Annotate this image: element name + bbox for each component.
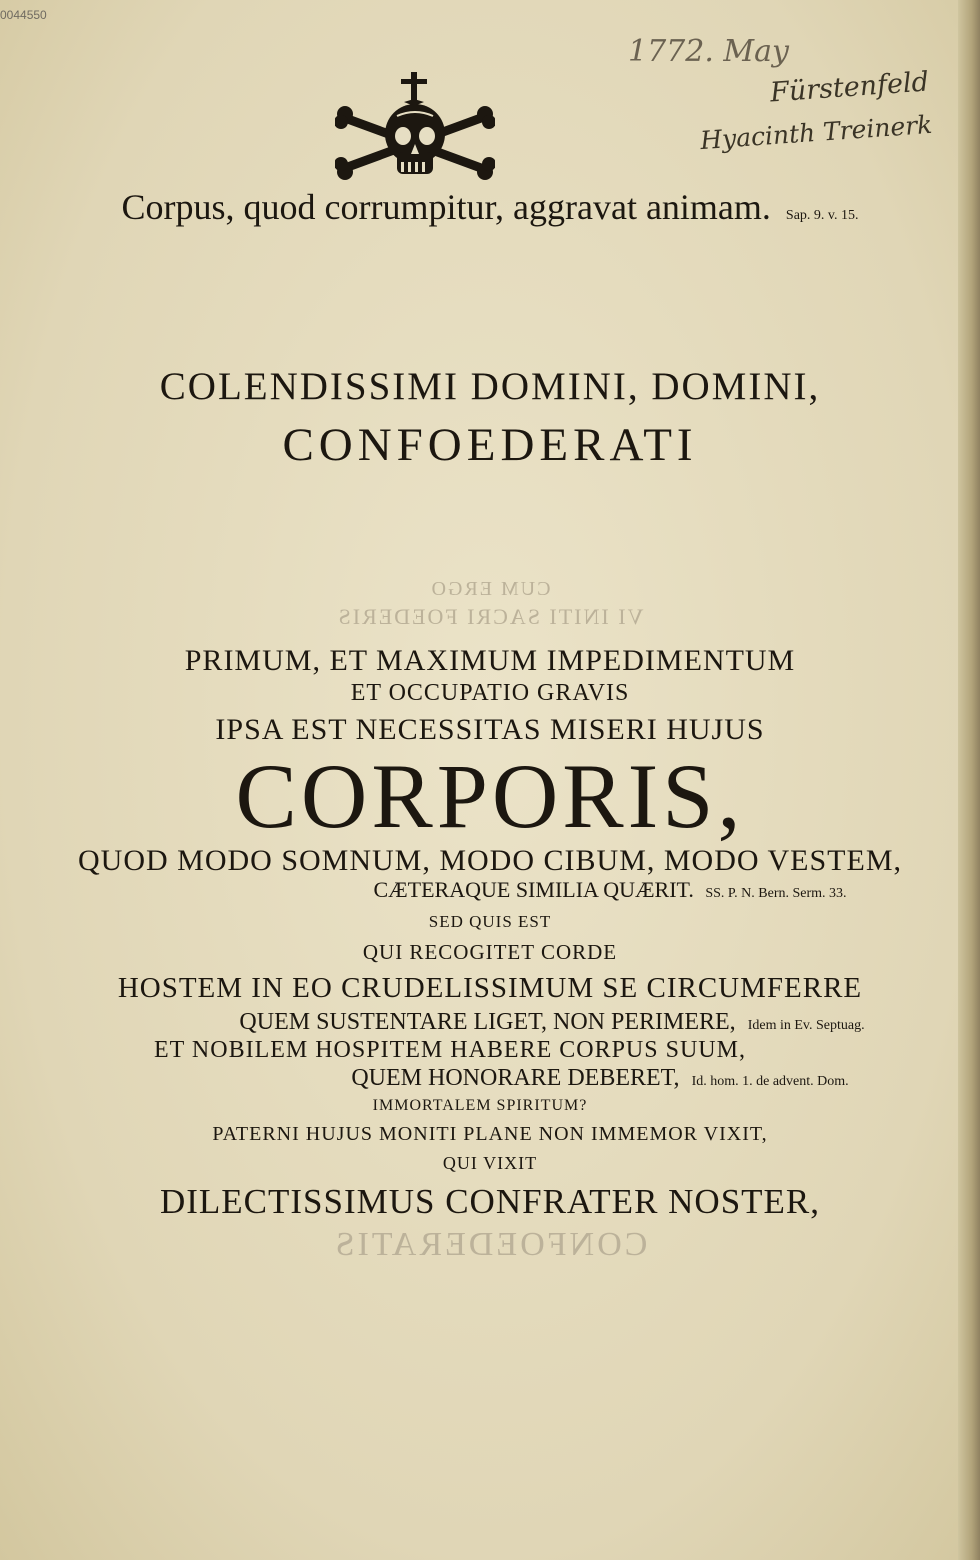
text-quem-honorare: QUEM HONORARE DEBERET, <box>351 1065 680 1091</box>
text-paterni: PATERNI HUJUS MONITI PLANE NON IMMEMOR VIXIT, <box>212 1123 768 1145</box>
text-sed-quis: SED QUIS EST <box>428 912 552 931</box>
bleed-through-line-2: VI INITI SACRI FOEDERIS <box>336 604 644 629</box>
motto-reference: Sap. 9. v. 15. <box>785 208 859 223</box>
bleed-through-line-1: CUM ERGO <box>429 578 551 600</box>
text-nobilem: ET NOBILEM HOSPITEM HABERE CORPUS SUUM, <box>154 1037 746 1063</box>
reference-idem: Idem in Ev. Septuag. <box>747 1018 865 1033</box>
reference-advent: Id. hom. 1. de advent. Dom. <box>691 1074 849 1089</box>
text-immortalem: IMMORTALEM SPIRITUM? <box>372 1097 588 1114</box>
handwritten-name-1: Fürstenfeld <box>769 66 930 109</box>
text-qui-vixit: QUI VIXIT <box>442 1153 538 1173</box>
text-quem-honorare-line <box>110 1065 980 1092</box>
text-caeteraque: CÆTERAQUE SIMILIA QUÆRIT. <box>373 877 694 902</box>
motto-line <box>0 186 980 228</box>
text-occupatio: ET OCCUPATIO GRAVIS <box>350 680 630 706</box>
text-qui-recogitet: QUI RECOGITET CORDE <box>362 940 618 964</box>
motto-text: Corpus, quod corrumpitur, aggravat animam. <box>121 187 771 227</box>
handwritten-name-2: Hyacinth Treinerk <box>699 109 934 156</box>
text-corporis: CORPORIS, <box>235 745 745 847</box>
reference-bernard: SS. P. N. Bern. Serm. 33. <box>705 886 847 901</box>
text-quem-sustentare-line <box>62 1009 980 1036</box>
text-dilectissimus: DILECTISSIMUS CONFRATER NOSTER, <box>159 1182 821 1221</box>
pencil-date-note: 1772. May <box>628 34 789 69</box>
salutation-line-1: COLENDISSIMI DOMINI, DOMINI, <box>159 365 821 408</box>
text-quod-modo: QUOD MODO SOMNUM, MODO CIBUM, MODO VESTEM, <box>77 844 902 877</box>
skull-crossbones-emblem <box>335 72 495 184</box>
text-primum: PRIMUM, ET MAXIMUM IMPEDIMENTUM <box>184 644 796 677</box>
text-ipsa: IPSA EST NECESSITAS MISERI HUJUS <box>215 713 765 746</box>
text-quem-sustentare: QUEM SUSTENTARE LIGET, NON PERIMERE, <box>239 1009 736 1035</box>
catalog-number: 0044550 <box>0 8 47 22</box>
bleed-through-bottom: CONFOEDERATIS <box>332 1226 648 1263</box>
salutation-line-2: CONFOEDERATI <box>282 419 698 471</box>
text-hostem: HOSTEM IN EO CRUDELISSIMUM SE CIRCUMFERRE <box>117 972 863 1004</box>
text-caeteraque-line <box>120 877 980 903</box>
